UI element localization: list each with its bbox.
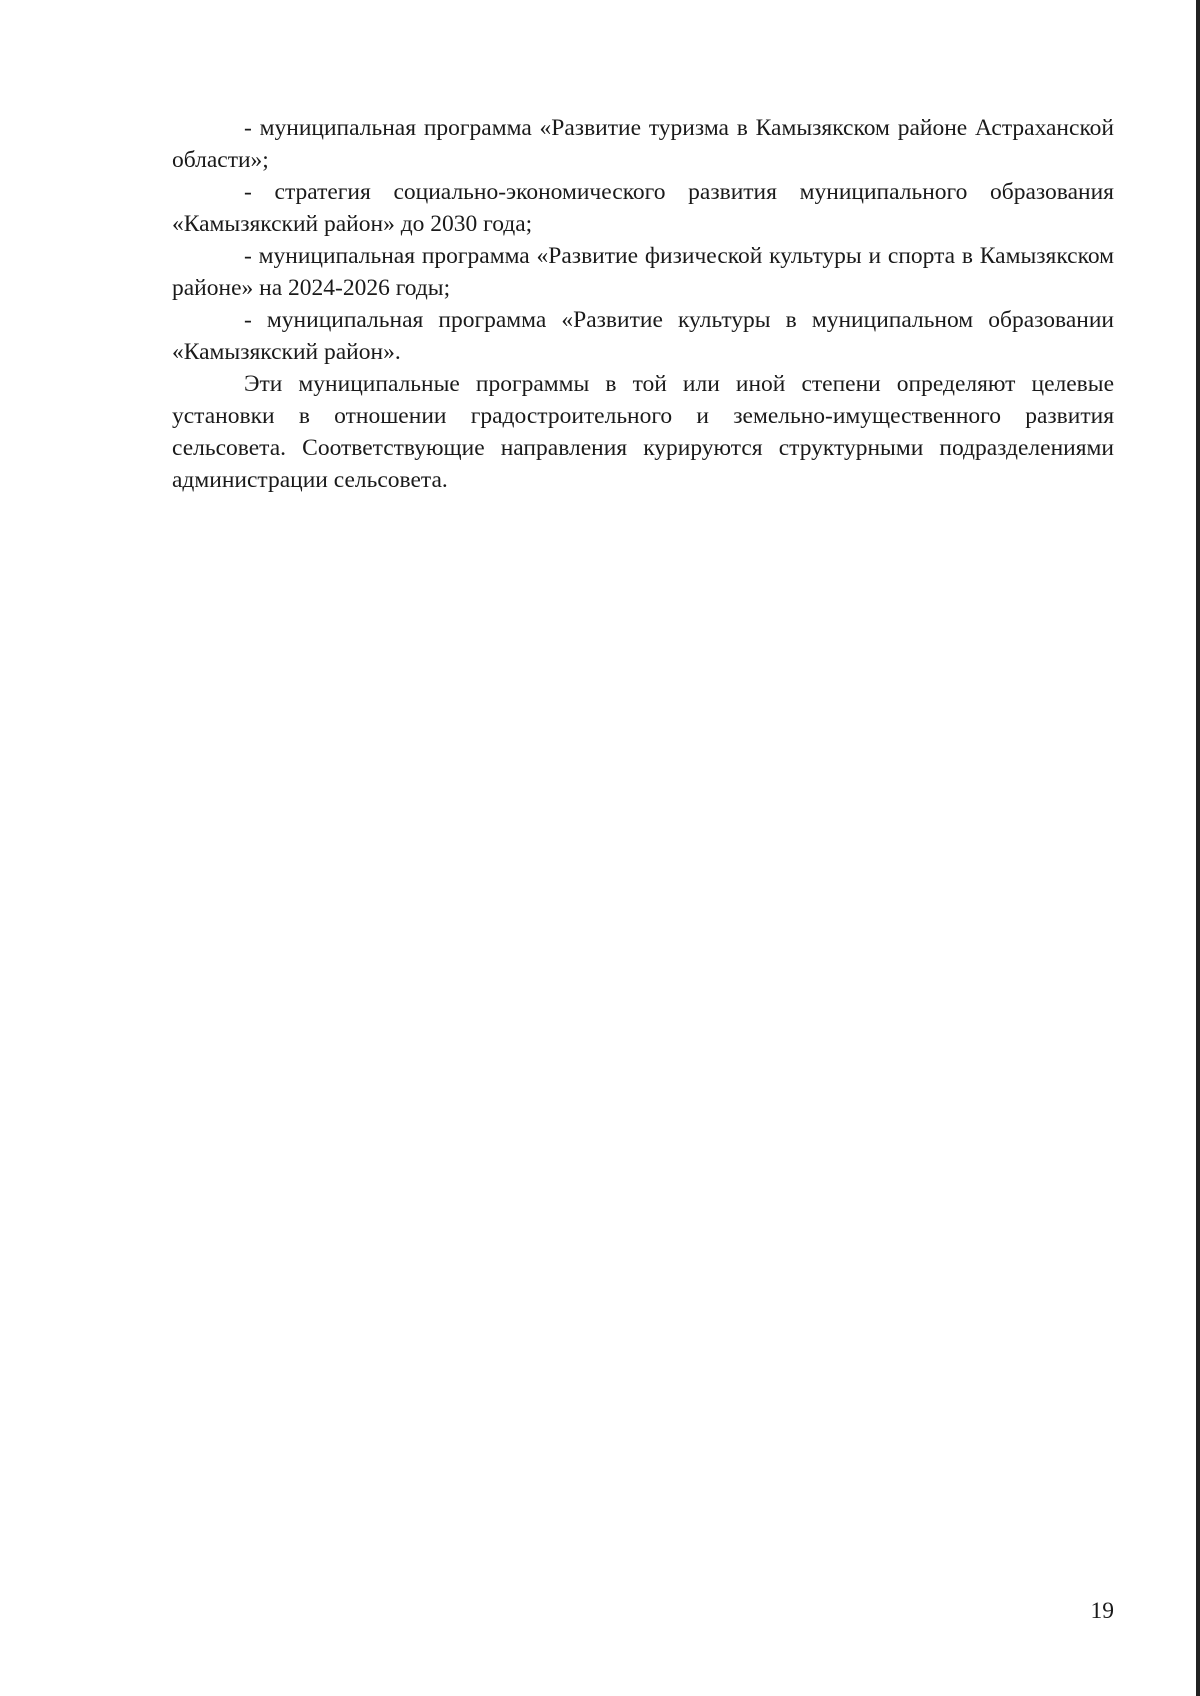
summary-paragraph: Эти муниципальные программы в той или иной степени определяют целевые установки в отношении градостроительного и земельно-имущественного развития сельсовета. Соответствующие направления курируются структурными подразделениями администрации сельсовета. — [172, 371, 1114, 493]
page-number: 19 — [1090, 1598, 1114, 1624]
list-item-sports-program: - муниципальная программа «Развитие физической культуры и спорта в Камызякском районе» на 2024-2026 годы; — [172, 243, 1114, 301]
list-item-culture-program: - муниципальная программа «Развитие культуры в муниципальном образовании «Камызякский район». — [172, 307, 1114, 365]
list-item-tourism-program: - муниципальная программа «Развитие туризма в Камызякском районе Астраханской области»; — [172, 115, 1114, 173]
document-body — [172, 112, 1114, 496]
list-item-development-strategy: - стратегия социально-экономического развития муниципального образования «Камызякский район» до 2030 года; — [172, 179, 1114, 237]
